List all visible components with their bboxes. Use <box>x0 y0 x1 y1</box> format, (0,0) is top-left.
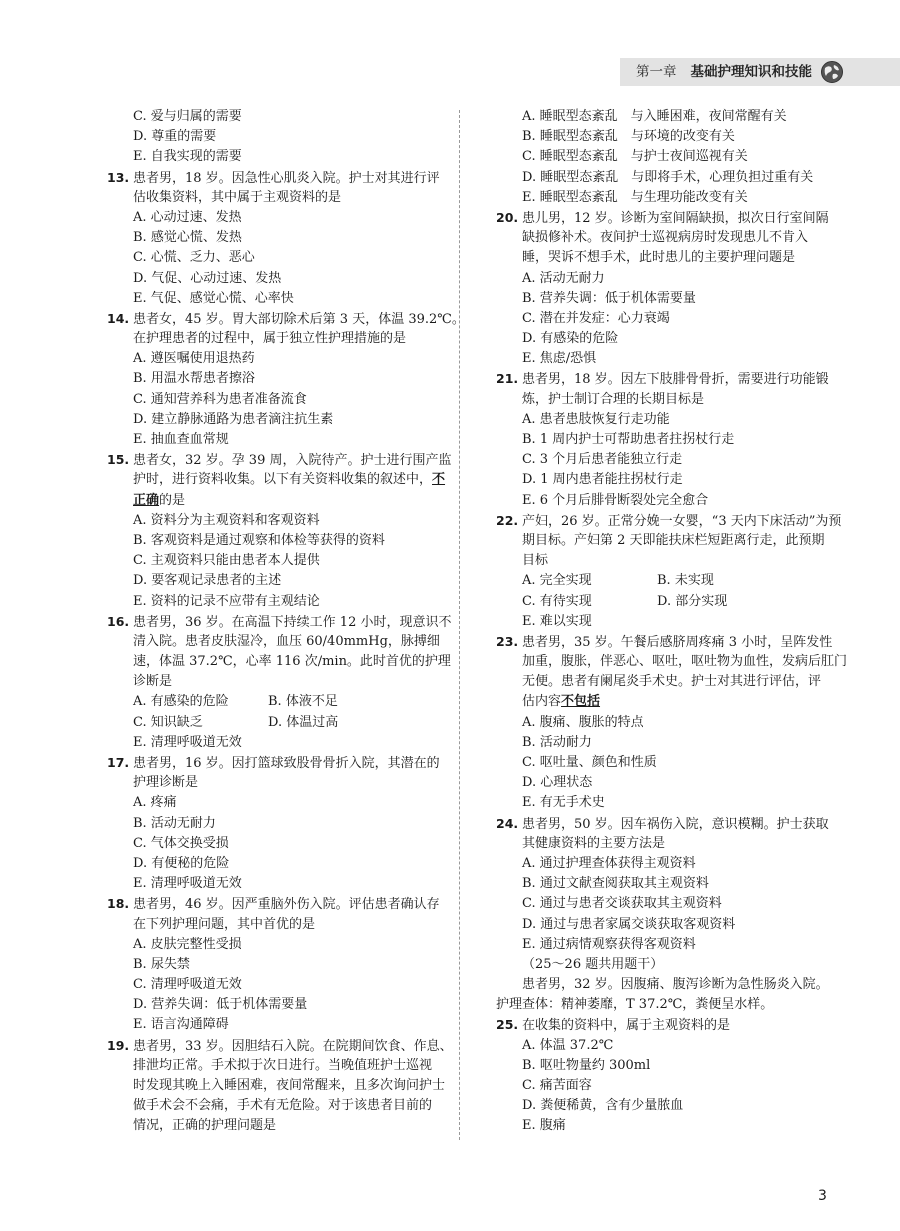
question-stem: 情况，正确的护理问题是 <box>133 1118 277 1134</box>
option: A. 通过护理查体获得主观资料 <box>522 855 696 871</box>
option: A. 疼痛 <box>133 795 177 811</box>
question-stem: 目标 <box>522 553 549 569</box>
option: E. 有无手术史 <box>522 795 605 811</box>
question-17 <box>107 753 452 894</box>
option: C. 痛苦面容 <box>522 1078 592 1093</box>
option: E. 腹痛 <box>522 1118 566 1134</box>
option: B. 尿失禁 <box>133 956 190 972</box>
option: D. 通过与患者家属交谈获取客观资料 <box>522 916 736 932</box>
question-18 <box>107 894 452 1035</box>
option: E. 抽血查血常规 <box>133 432 229 447</box>
question-stem: 护时，进行资料收集。以下有关资料收集的叙述中， <box>133 472 433 488</box>
option: D. 心理状态 <box>522 775 593 791</box>
question-25 <box>496 1015 841 1136</box>
option: D. 营养失调：低于机体需要量 <box>133 997 308 1013</box>
question-stem: 清入院。患者皮肤湿冷，血压 60/40mmHg，脉搏细 <box>133 633 440 649</box>
question-stem: 在收集的资料中，属于主观资料的是 <box>522 1018 731 1034</box>
option: C. 通过与患者交谈获取其主观资料 <box>522 896 722 912</box>
option: D. 部分实现 <box>657 593 728 609</box>
option: C. 清理呼吸道无效 <box>133 977 242 993</box>
question-stem: 患者男，33 岁。因胆结石入院。在院期间饮食、作息、 <box>133 1038 453 1054</box>
column-divider <box>459 110 460 1140</box>
question-stem: 患者女，45 岁。胃大部切除术后第 3 天，体温 39.2℃。 <box>133 311 465 327</box>
question-stem: 睡，哭诉不想手术，此时患儿的主要护理问题是 <box>522 250 796 266</box>
question-number: 21. <box>496 371 519 387</box>
option: E. 清理呼吸道无效 <box>133 734 242 750</box>
option: E. 清理呼吸道无效 <box>133 876 242 892</box>
option: E. 语言沟通障碍 <box>133 1017 229 1033</box>
question-stem: 患者男，36 岁。在高温下持续工作 12 小时，现意识不 <box>133 614 452 630</box>
question-22 <box>496 511 841 632</box>
question-number: 15. <box>107 452 130 468</box>
question-stem: 的是 <box>159 492 186 508</box>
option: C. 心慌、乏力、恶心 <box>133 250 255 266</box>
option: D. 粪便稀黄，含有少量脓血 <box>522 1098 684 1114</box>
question-stem: 炼，护士制订合理的长期目标是 <box>522 391 705 407</box>
question-stem: 做手术会不会痛，手术有无危险。对于该患者目前的 <box>133 1098 433 1114</box>
question-number: 25. <box>496 1017 519 1033</box>
option: D. 有便秘的危险 <box>133 855 230 871</box>
option: C. 通知营养科为患者准备流食 <box>133 391 307 407</box>
option: D. 睡眠型态紊乱 与即将手术，心理负担过重有关 <box>522 169 814 185</box>
option: D. 气促、心动过速、发热 <box>133 270 282 286</box>
option: B. 感觉心慌、发热 <box>133 230 242 246</box>
option: A. 资料分为主观资料和客观资料 <box>133 512 320 528</box>
option: C. 知识缺乏 <box>133 714 203 730</box>
option: D. 建立静脉通路为患者滴注抗生素 <box>133 411 334 427</box>
option: C. 潜在并发症：心力衰竭 <box>522 310 670 326</box>
question-number: 23. <box>496 633 519 649</box>
option: E. 焦虑/恐惧 <box>522 351 597 367</box>
question-stem: 时发现其晚上入睡困难，夜间常醒来，且多次询问护士 <box>133 1078 446 1093</box>
shared-stem: 护理查体：精神萎靡，T 37.2℃，粪便呈水样。 <box>496 997 774 1013</box>
option: B. 营养失调：低于机体需要量 <box>522 290 696 306</box>
shared-stem: 患者男，32 岁。因腹痛、腹泻诊断为急性肠炎入院。 <box>522 977 829 993</box>
running-header <box>636 62 812 82</box>
question-stem: 其健康资料的主要方法是 <box>522 835 666 851</box>
question-stem: 护理诊断是 <box>133 775 199 791</box>
question-number: 20. <box>496 209 519 225</box>
option: C. 有待实现 <box>522 593 592 609</box>
option: D. 尊重的需要 <box>133 129 217 145</box>
question-number: 14. <box>107 310 130 326</box>
option: A. 遵医嘱使用退热药 <box>133 351 255 367</box>
option: E. 气促、感觉心慌、心率快 <box>133 290 294 306</box>
option: D. 有感染的危险 <box>522 331 619 347</box>
question-number: 22. <box>496 512 519 528</box>
option: C. 主观资料只能由患者本人提供 <box>133 553 320 569</box>
question-stem: 在护理患者的过程中，属于独立性护理措施的是 <box>133 331 407 347</box>
question-stem: 缺损修补术。夜间护士巡视病房时发现患儿不肯入 <box>522 230 809 246</box>
option: A. 心动过速、发热 <box>133 209 242 225</box>
question-number: 24. <box>496 815 519 831</box>
question-stem: 患儿男，12 岁。诊断为室间隔缺损，拟次日行室间隔 <box>522 210 829 226</box>
question-20 <box>496 208 841 370</box>
option: B. 用温水帮患者擦浴 <box>133 371 255 387</box>
globe-icon <box>820 60 844 84</box>
option: A. 完全实现 <box>522 573 592 589</box>
question-14 <box>107 309 465 450</box>
emphasis-correct: 正确 <box>133 492 160 508</box>
question-stem: 患者男，46 岁。因严重脑外伤入院。评估患者确认存 <box>133 897 440 913</box>
option: E. 通过病情观察获得客观资料 <box>522 936 696 952</box>
question-stem: 患者男，18 岁。因左下肢腓骨骨折，需要进行功能锻 <box>522 372 829 388</box>
option: A. 体温 37.2℃ <box>522 1037 614 1053</box>
option: C. 睡眠型态紊乱 与护士夜间巡视有关 <box>522 149 748 165</box>
option: E. 自我实现的需要 <box>133 149 242 165</box>
question-number: 17. <box>107 755 130 770</box>
left-column <box>107 107 465 1137</box>
option: B. 睡眠型态紊乱 与环境的改变有关 <box>522 129 735 145</box>
question-stem: 估收集资料，其中属于主观资料的是 <box>133 189 342 205</box>
question-stem: 排泄均正常。手术拟于次日进行。当晚值班护士巡视 <box>133 1057 433 1073</box>
question-stem: 加重，腹胀，伴恶心、呕吐，呕吐物为血性，发病后肛门 <box>522 654 848 670</box>
question-stem: 患者男，50 岁。因车祸伤入院，意识模糊。护士获取 <box>522 816 829 832</box>
option: E. 睡眠型态紊乱 与生理功能改变有关 <box>522 189 748 205</box>
page-number: 3 <box>818 1188 827 1204</box>
question-stem: 诊断是 <box>133 674 173 690</box>
option: C. 3 个月后患者能独立行走 <box>522 452 683 468</box>
question-stem: 患者男，35 岁。午餐后感脐周疼痛 3 小时，呈阵发性 <box>522 634 833 650</box>
option: A. 有感染的危险 <box>133 694 229 710</box>
shared-stem-note: （25～26 题共用题干） <box>522 956 664 972</box>
option: B. 活动耐力 <box>522 734 592 750</box>
option: B. 体液不足 <box>268 694 338 710</box>
option: B. 1 周内护士可帮助患者拄拐杖行走 <box>522 432 735 447</box>
option: B. 呕吐物量约 300ml <box>522 1057 651 1073</box>
option: A. 皮肤完整性受损 <box>133 936 242 952</box>
option: D. 体温过高 <box>268 714 339 730</box>
question-16 <box>107 612 452 753</box>
option: A. 患者患肢恢复行走功能 <box>522 411 670 427</box>
option: B. 通过文献查阅获取其主观资料 <box>522 876 709 892</box>
question-13 <box>107 168 452 309</box>
question-number: 13. <box>107 169 130 185</box>
question-23 <box>496 632 848 814</box>
option: B. 客观资料是通过观察和体检等获得的资料 <box>133 532 385 548</box>
question-stem: 估内容 <box>522 694 562 710</box>
option: C. 呕吐量、颜色和性质 <box>522 755 657 770</box>
question-24 <box>496 814 841 955</box>
option: B. 未实现 <box>657 573 714 589</box>
option: E. 6 个月后腓骨断裂处完全愈合 <box>522 492 709 508</box>
option: A. 活动无耐力 <box>522 270 605 286</box>
option: A. 腹痛、腹胀的特点 <box>522 714 644 730</box>
question-15 <box>107 450 452 612</box>
right-column <box>496 107 848 1137</box>
question-stem: 无便。患者有阑尾炎手术史。护士对其进行评估，评 <box>522 674 822 690</box>
question-stem: 患者男，18 岁。因急性心肌炎入院。护士对其进行评 <box>133 170 440 186</box>
option: B. 活动无耐力 <box>133 815 216 831</box>
option: E. 难以实现 <box>522 613 592 629</box>
emphasis-not-include: 不包括 <box>561 694 601 710</box>
question-stem: 速，体温 37.2℃，心率 116 次/min。此时首优的护理 <box>133 654 451 670</box>
option: D. 1 周内患者能拄拐杖行走 <box>522 472 683 488</box>
chapter-label: 第一章 <box>636 64 677 80</box>
option: E. 资料的记录不应带有主观结论 <box>133 593 320 609</box>
question-stem: 产妇，26 岁。正常分娩一女婴，“3 天内下床活动”为预 <box>522 513 842 529</box>
question-stem: 期目标。产妇第 2 天即能扶床栏短距离行走，此预期 <box>522 532 825 548</box>
emphasis-not: 不 <box>432 472 446 488</box>
option: C. 爱与归属的需要 <box>133 109 242 124</box>
chapter-title: 基础护理知识和技能 <box>690 64 812 80</box>
question-21 <box>496 369 841 510</box>
option: D. 要客观记录患者的主述 <box>133 573 282 589</box>
option: A. 睡眠型态紊乱 与入睡困难，夜间常醒有关 <box>522 109 787 124</box>
option: C. 气体交换受损 <box>133 835 229 851</box>
question-number: 16. <box>107 613 130 629</box>
question-stem: 在下列护理问题，其中首优的是 <box>133 916 316 932</box>
question-number: 18. <box>107 896 130 912</box>
question-stem: 患者男，16 岁。因打篮球致股骨骨折入院，其潜在的 <box>133 756 440 771</box>
question-number: 19. <box>107 1037 130 1053</box>
question-19 <box>107 1036 452 1137</box>
question-stem: 患者女，32 岁。孕 39 周，入院待产。护士进行围产监 <box>133 453 452 469</box>
